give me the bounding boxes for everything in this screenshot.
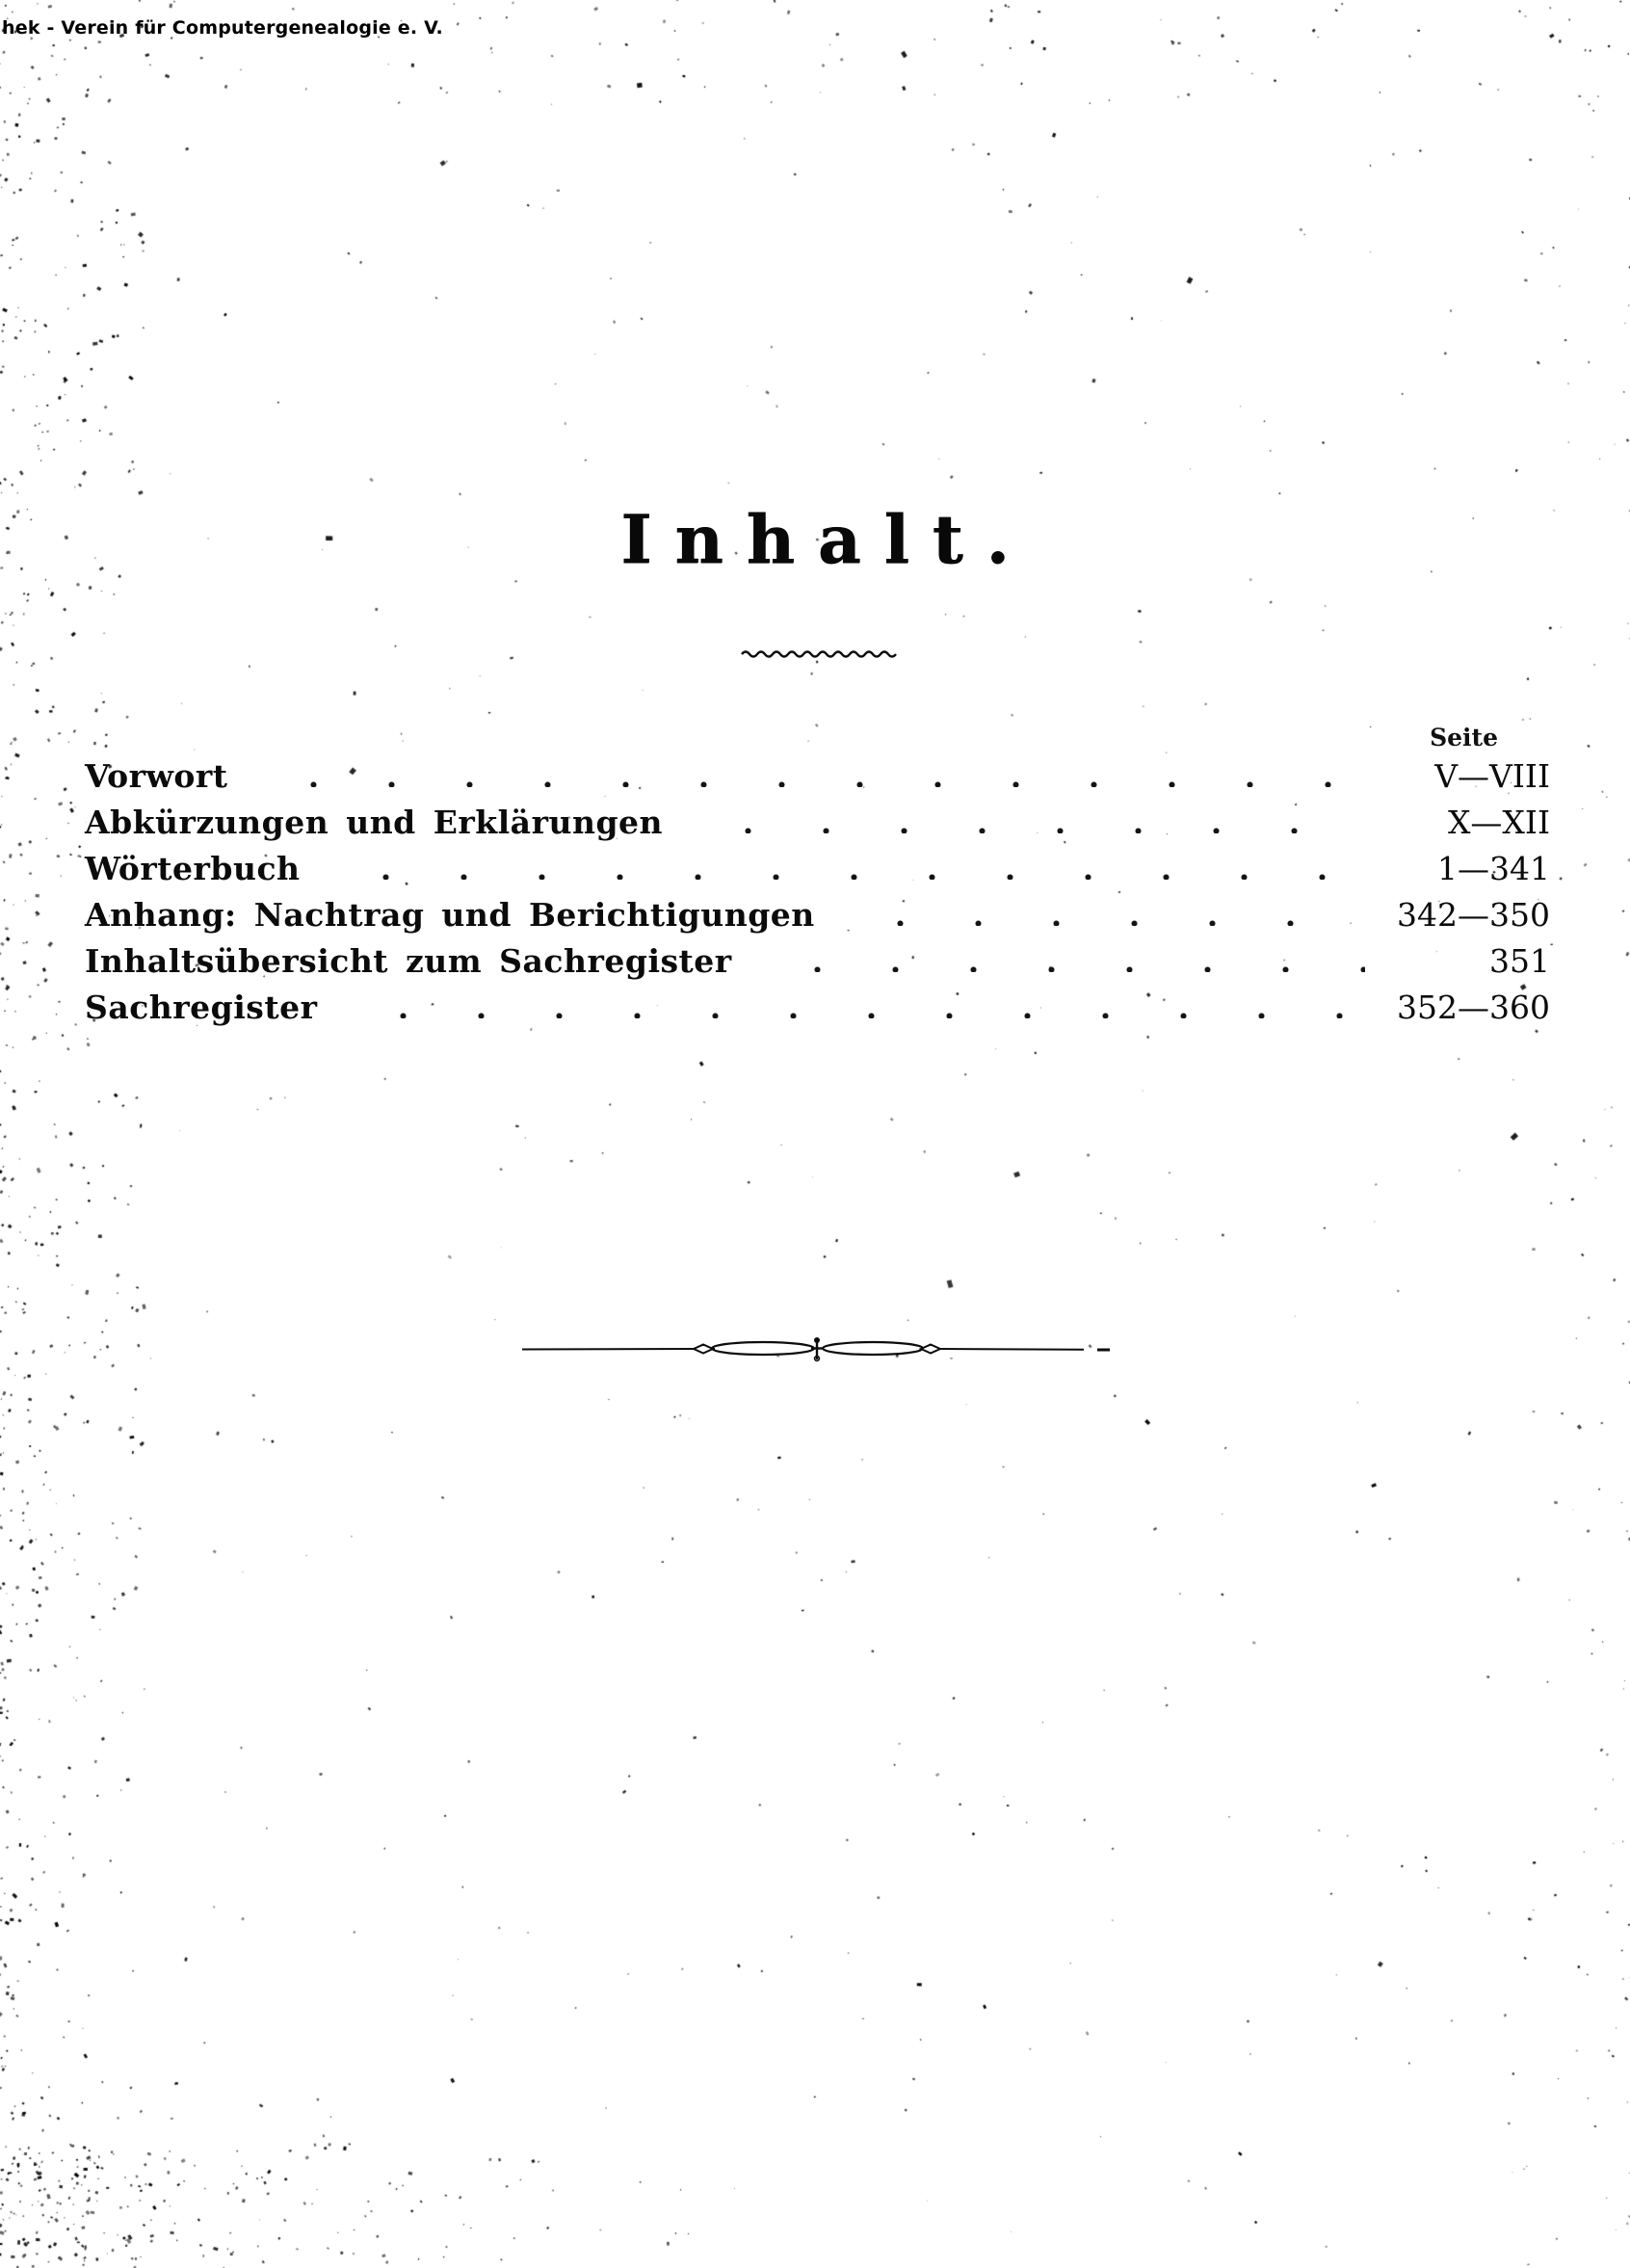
- toc-entry-pages: 1—341: [1437, 850, 1550, 887]
- toc-entry-label: Sachregister: [85, 989, 318, 1026]
- library-watermark-text: hek - Verein für Computergenealogie e. V.: [2, 17, 443, 39]
- toc-entry-label: Anhang: Nachtrag und Berichtigungen: [85, 896, 815, 934]
- page-column-header: Seite: [1430, 724, 1498, 752]
- toc-entry-label: Vorwort: [85, 757, 228, 795]
- toc-row: [85, 753, 1550, 800]
- toc-row: [85, 985, 1550, 1031]
- toc-entry-pages: 352—360: [1397, 989, 1550, 1026]
- dot-leader: [255, 780, 1365, 787]
- toc-row: [85, 800, 1550, 846]
- toc-entry-pages: 351: [1489, 942, 1550, 980]
- toc-entry-label: Abkürzungen und Erklärungen: [85, 804, 664, 841]
- toc-entry-pages: 342—350: [1397, 896, 1550, 934]
- toc-entry-label: Wörterbuch: [85, 850, 301, 887]
- divider-ornament: [522, 1335, 1121, 1364]
- dot-leader: [759, 965, 1365, 972]
- dot-leader: [345, 1012, 1366, 1018]
- squiggle-rule-ornament: [740, 647, 900, 659]
- table-of-contents: [85, 725, 1550, 1031]
- dot-leader: [842, 919, 1365, 926]
- toc-row: [85, 892, 1550, 938]
- dot-leader: [328, 873, 1365, 880]
- page-title: Inhalt.: [620, 501, 1033, 579]
- toc-entry-pages: X—XII: [1447, 804, 1550, 841]
- toc-entry-pages: V—VIII: [1434, 757, 1550, 795]
- toc-entry-label: Inhaltsübersicht zum Sachregister: [85, 942, 732, 980]
- toc-row: [85, 938, 1550, 985]
- dot-leader: [690, 827, 1365, 833]
- toc-row: [85, 846, 1550, 892]
